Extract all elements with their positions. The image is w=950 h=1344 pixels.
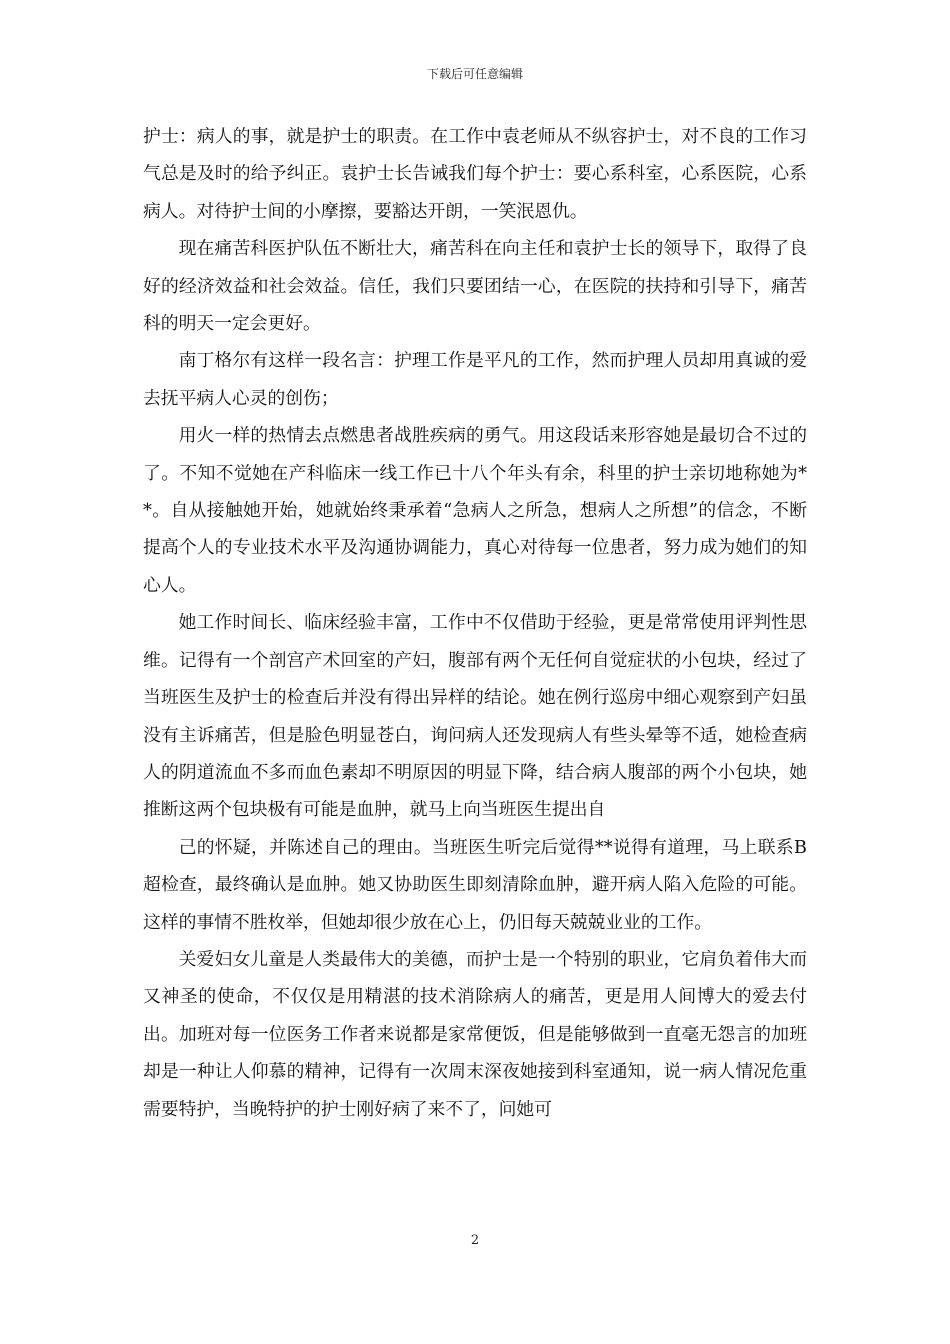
paragraph: 她工作时间长、临床经验丰富，工作中不仅借助于经验，更是常常使用评判性思维。记得有一个剖宫产术回室的产妇，腹部有两个无任何自觉症状的小包块，经过了当班医生及护士的检查后并没有得出异样的结论。她在例行巡房中细心观察到产妇虽没有主诉痛苦，但是脸色明显苍白，询问病人还发现病人有些头晕等不适，她检查病人的阴道流血不多而血色素却不明原因的明显下降，结合病人腹部的两个小包块，她推断这两个包块极有可能是血肿，就马上向当班医生提出自 <box>143 612 807 821</box>
document-body <box>143 118 807 1128</box>
paragraph: 关爱妇女儿童是人类最伟大的美德，而护士是一个特别的职业，它肩负着伟大而又神圣的使命，不仅仅是用精湛的技术消除病人的痛苦，更是用人间博大的爱去付出。加班对每一位医务工作者来说都是家常便饭，但是能够做到一直毫无怨言的加班却是一种让人仰慕的精神，记得有一次周末深夜她接到科室通知，说一病人情况危重需要特护，当晚特护的护士刚好病了来不了，问她可 <box>143 948 807 1120</box>
paragraph: 南丁格尔有这样一段名言：护理工作是平凡的工作，然而护理人员却用真诚的爱去抚平病人心灵的创伤； <box>143 350 807 409</box>
page-number: 2 <box>470 1233 480 1248</box>
paragraph: 现在痛苦科医护队伍不断壮大，痛苦科在向主任和袁护士长的领导下，取得了良好的经济效益和社会效益。信任，我们只要团结一心，在医院的扶持和引导下，痛苦科的明天一定会更好。 <box>143 238 807 335</box>
paragraph: 己的怀疑，并陈述自己的理由。当班医生听完后觉得**说得有道理，马上联系B超检查，最终确认是血肿。她又协助医生即刻清除血肿，避开病人陷入危险的可能。这样的事情不胜枚举，但她却很少放在心上，仍旧每天兢兢业业的工作。 <box>143 836 807 933</box>
paragraph: 护士：病人的事，就是护士的职责。在工作中袁老师从不纵容护士，对不良的工作习气总是及时的给予纠正。袁护士长告诫我们每个护士：要心系科室，心系医院，心系病人。对待护士间的小摩擦，要豁达开朗，一笑泯恩仇。 <box>143 126 807 222</box>
page-header: 下载后可任意编辑 <box>426 67 523 81</box>
paragraph: 用火一样的热情去点燃患者战胜疾病的勇气。用这段话来形容她是最切合不过的了。不知不觉她在产科临床一线工作已十八个年头有余，科里的护士亲切地称她为**。自从接触她开始，她就始终秉承着“急病人之所急，想病人之所想”的信念，不断提高个人的专业技术水平及沟通协调能力，真心对待每一位患者，努力成为她们的知心人。 <box>143 425 807 596</box>
